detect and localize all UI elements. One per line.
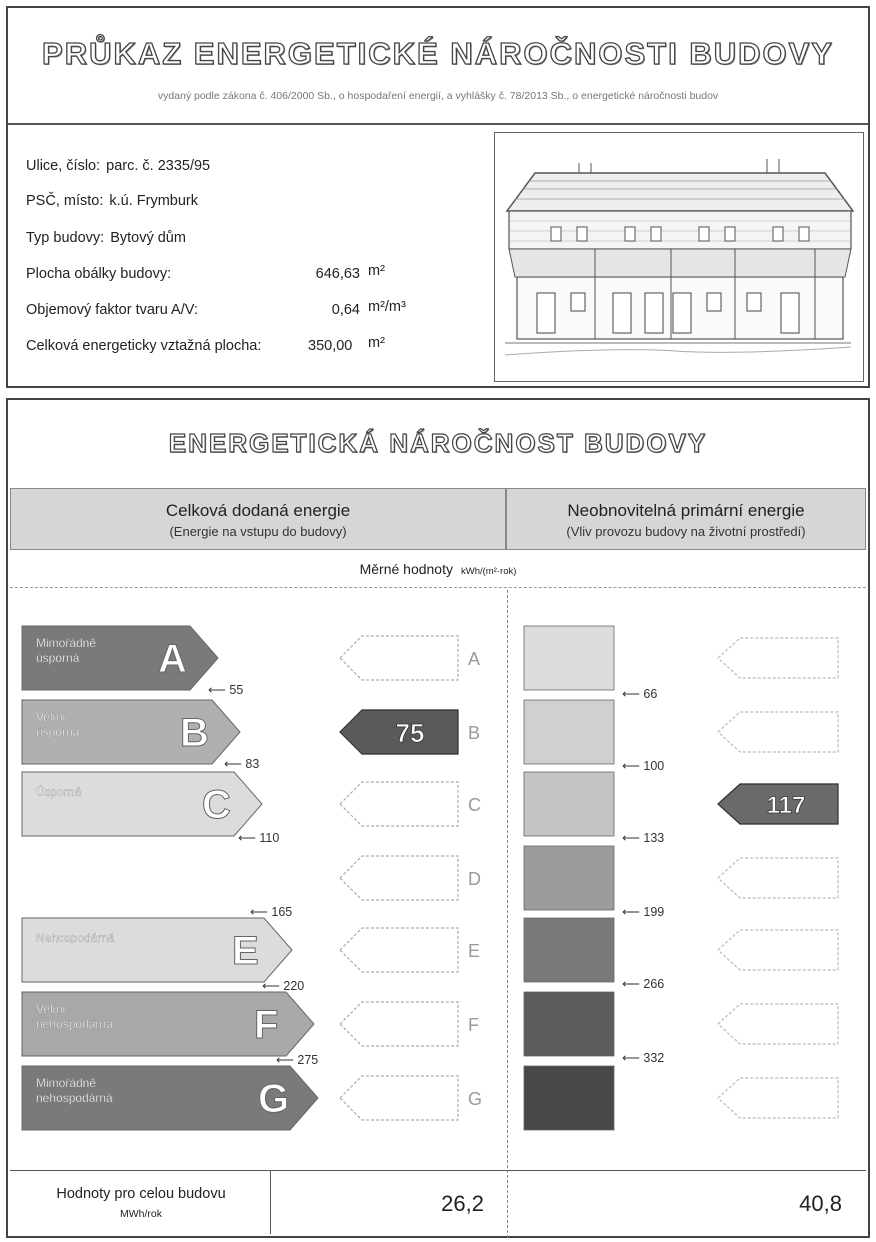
delivered-marker-slot-g bbox=[340, 1076, 458, 1120]
primary-class-block-c bbox=[524, 772, 614, 836]
delivered-marker-letter-d: D bbox=[468, 869, 481, 889]
class-letter-a: A bbox=[158, 637, 187, 681]
delivered-marker-slot-e bbox=[340, 928, 458, 972]
primary-class-block-b bbox=[524, 700, 614, 764]
primary-energy-title: Neobnovitelná primární energie bbox=[567, 501, 805, 520]
class-label-g: Mimořádně bbox=[36, 1076, 97, 1090]
primary-energy-rating-value: 117 bbox=[766, 792, 806, 819]
delivered-threshold-55: ⟵ 55 bbox=[208, 683, 244, 697]
city-label: PSČ, místo: bbox=[26, 193, 104, 209]
class-label-b: Velmi bbox=[36, 710, 66, 724]
certificate-subtitle: vydaný podle zákona č. 406/2000 Sb., o hospodaření energií, a vyhlášky č. 78/2013 Sb., o energetické náročnosti budov bbox=[157, 90, 719, 102]
delivered-marker-slot-d bbox=[340, 856, 458, 900]
primary-class-block-d bbox=[524, 846, 614, 910]
primary-marker-slot-e bbox=[718, 930, 838, 970]
primary-threshold-66: ⟵ 66 bbox=[622, 687, 658, 701]
primary-threshold-133: ⟵ 133 bbox=[622, 831, 665, 845]
delivered-threshold-110: ⟵ 110 bbox=[238, 831, 280, 845]
delivered-threshold-83: ⟵ 83 bbox=[224, 757, 260, 771]
delivered-marker-slot-a bbox=[340, 636, 458, 680]
delivered-energy-rating-value: 75 bbox=[395, 718, 425, 748]
class-label-f: nehospodárná bbox=[36, 1017, 113, 1031]
street-value: parc. č. 2335/95 bbox=[106, 158, 211, 174]
delivered-marker-letter-e: E bbox=[468, 941, 481, 961]
primary-energy-subtitle: (Vliv provozu budovy na životní prostředí) bbox=[566, 524, 806, 539]
class-letter-f: F bbox=[254, 1003, 279, 1047]
primary-threshold-100: ⟵ 100 bbox=[622, 759, 665, 773]
envelope-unit: m² bbox=[368, 263, 385, 279]
city-value: k.ú. Frymburk bbox=[109, 193, 198, 209]
primary-marker-slot-d bbox=[718, 858, 838, 898]
shape-factor-value: 0,64 bbox=[331, 302, 360, 318]
delivered-threshold-165: ⟵ 165 bbox=[250, 905, 293, 919]
class-label-f: Velmi bbox=[36, 1002, 66, 1016]
class-label-e: Nehospodárná bbox=[36, 931, 115, 945]
reference-area-unit: m² bbox=[368, 335, 385, 351]
class-label-g: nehospodárná bbox=[36, 1091, 113, 1105]
delivered-marker-letter-f: F bbox=[468, 1015, 479, 1035]
primary-marker-slot-f bbox=[718, 1004, 838, 1044]
delivered-marker-slot-f bbox=[340, 1002, 458, 1046]
delivered-marker-letter-g: G bbox=[468, 1089, 483, 1109]
class-letter-g: G bbox=[258, 1077, 290, 1121]
delivered-marker-slot-c bbox=[340, 782, 458, 826]
delivered-threshold-275: ⟵ 275 bbox=[276, 1053, 319, 1067]
primary-threshold-266: ⟵ 266 bbox=[622, 977, 665, 991]
class-label-a: Mimořádně bbox=[36, 636, 97, 650]
delivered-energy-subtitle: (Energie na vstupu do budovy) bbox=[169, 524, 347, 539]
building-type-label: Typ budovy: bbox=[26, 230, 105, 246]
class-letter-e: E bbox=[232, 929, 259, 973]
class-letter-c: C bbox=[202, 783, 231, 827]
building-type-value: Bytový dům bbox=[110, 230, 186, 246]
class-letter-b: B bbox=[180, 711, 209, 755]
totals-unit: MWh/rok bbox=[120, 1208, 162, 1220]
primary-class-block-e bbox=[524, 918, 614, 982]
reference-area-value: 350,00 bbox=[308, 338, 353, 354]
primary-marker-slot-g bbox=[718, 1078, 838, 1118]
delivered-marker-letter-c: C bbox=[468, 795, 481, 815]
shape-factor-label: Objemový faktor tvaru A/V: bbox=[26, 302, 198, 318]
total-delivered-energy: 26,2 bbox=[441, 1191, 484, 1216]
class-label-c: Úsporná bbox=[36, 785, 82, 799]
class-label-a: úsporná bbox=[36, 651, 80, 665]
certificate-title: PRŮKAZ ENERGETICKÉ NÁROČNOSTI BUDOVY bbox=[42, 36, 834, 71]
primary-threshold-332: ⟵ 332 bbox=[622, 1051, 665, 1065]
delivered-threshold-220: ⟵ 220 bbox=[262, 979, 305, 993]
totals-divider bbox=[270, 1171, 271, 1234]
total-primary-energy: 40,8 bbox=[799, 1191, 842, 1216]
section-title: ENERGETICKÁ NÁROČNOST BUDOVY bbox=[168, 428, 708, 458]
delivered-marker-letter-b: B bbox=[468, 723, 481, 743]
specific-values-label: Měrné hodnoty bbox=[359, 561, 453, 577]
envelope-label: Plocha obálky budovy: bbox=[26, 266, 172, 282]
primary-class-block-g bbox=[524, 1066, 614, 1130]
street-label: Ulice, číslo: bbox=[26, 158, 101, 174]
envelope-value: 646,63 bbox=[315, 266, 360, 282]
class-label-b: úsporná bbox=[36, 725, 80, 739]
totals-label: Hodnoty pro celou budovu bbox=[56, 1186, 226, 1202]
delivered-marker-letter-a: A bbox=[468, 649, 481, 669]
reference-area-label: Celková energeticky vztažná plocha: bbox=[26, 338, 262, 354]
specific-values-unit: kWh/(m²·rok) bbox=[461, 566, 517, 577]
shape-factor-unit: m²/m³ bbox=[368, 299, 406, 315]
primary-class-block-f bbox=[524, 992, 614, 1056]
primary-threshold-199: ⟵ 199 bbox=[622, 905, 665, 919]
primary-marker-slot-b bbox=[718, 712, 838, 752]
delivered-energy-title: Celková dodaná energie bbox=[165, 501, 351, 520]
primary-class-block-a bbox=[524, 626, 614, 690]
primary-marker-slot-a bbox=[718, 638, 838, 678]
